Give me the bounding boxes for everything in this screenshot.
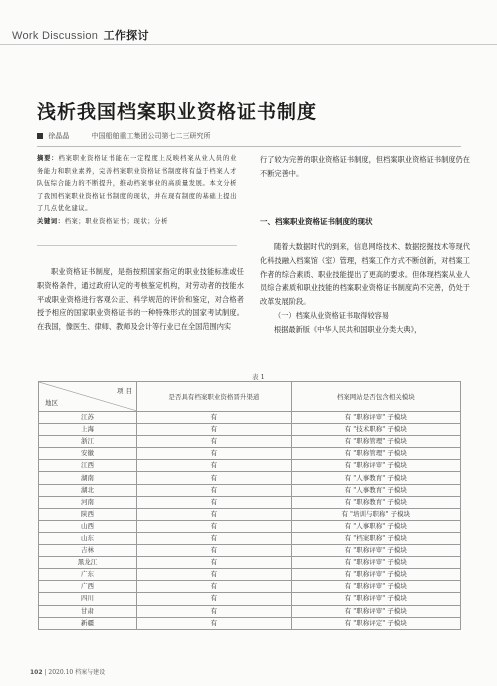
region-cell: 陕西: [39, 508, 137, 520]
region-cell: 广东: [39, 569, 137, 581]
channel-cell: 有: [137, 557, 292, 569]
channel-cell: 有: [137, 412, 292, 424]
module-cell: 有 "职称评审" 子模块: [291, 581, 460, 593]
table-row: [39, 569, 461, 581]
region-cell: 广西: [39, 581, 137, 593]
module-cell: 有 "职称评审" 子模块: [291, 569, 460, 581]
table-row: [39, 532, 461, 544]
byline: [37, 131, 210, 141]
table-row: [39, 460, 461, 472]
channel-cell: 有: [137, 581, 292, 593]
channel-cell: 有: [137, 593, 292, 605]
abstract-label: 摘要：: [37, 155, 59, 162]
module-cell: 有 "人事职称" 子模块: [291, 520, 460, 532]
table-row: [39, 581, 461, 593]
module-cell: 有 "职称管理" 子模块: [291, 436, 460, 448]
section-title-en: Work Discussion: [12, 30, 99, 42]
module-cell: 有 "职称评审" 子模块: [291, 460, 460, 472]
abstract-text: 档案职业资格证书能在一定程度上反映档案从业人员的业务能力和职业素养，完善档案职业资格证书制度将有益于档案人才队伍综合能力的不断提升，推动档案事业的高质量发展。本文分析了我国档案职业资格证书制度的现状，并在现有制度的基础上提出了几点优化建议。: [37, 155, 238, 213]
region-cell: 吉林: [39, 545, 137, 557]
table-header-row: [39, 382, 461, 412]
channel-cell: 有: [137, 472, 292, 484]
table-row: [39, 484, 461, 496]
journal-name: 档案与建设: [75, 669, 106, 676]
abstract-divider: [37, 245, 237, 246]
region-cell: 黑龙江: [39, 557, 137, 569]
abstract-block: [37, 153, 237, 229]
channel-cell: 有: [137, 424, 292, 436]
author-name: 徐晶晶: [48, 132, 70, 140]
table-row: [39, 496, 461, 508]
table-row: [39, 557, 461, 569]
region-cell: 浙江: [39, 436, 137, 448]
module-cell: 有 "人事教育" 子模块: [291, 484, 460, 496]
diagonal-header-cell: [39, 382, 137, 412]
region-cell: 湖北: [39, 484, 137, 496]
region-cell: 江苏: [39, 412, 137, 424]
table-row: [39, 436, 461, 448]
channel-cell: 有: [137, 520, 292, 532]
channel-cell: 有: [137, 532, 292, 544]
module-cell: 有 "职称评审" 子模块: [291, 412, 460, 424]
module-cell: 有 "职称管理" 子模块: [291, 448, 460, 460]
table-row: [39, 520, 461, 532]
header-divider: [0, 44, 497, 45]
module-cell: 有 "职称评定" 子模块: [291, 617, 460, 629]
header-item-label: 项 目: [117, 387, 133, 395]
channel-cell: 有: [137, 448, 292, 460]
page-number: 102: [30, 669, 43, 676]
channel-cell: 有: [137, 617, 292, 629]
title-divider: [37, 146, 461, 147]
continued-paragraph: 行了较为完善的职业资格证书制度，但档案职业资格证书制度仍在不断完善中。: [260, 155, 470, 178]
channel-cell: 有: [137, 569, 292, 581]
article-title: 浅析我国档案职业资格证书制度: [37, 101, 318, 123]
subsection-heading: （一）档案从业资格证书取得较容易: [274, 310, 390, 320]
region-cell: 山东: [39, 532, 137, 544]
module-cell: 有 "职称评审" 子模块: [291, 545, 460, 557]
body-paragraph: 随着大数据时代的到来，信息网络技术、数据挖掘技术等现代化科技融入档案馆（室）管理，档案工作方式不断创新，对档案工作者的综合素质、职业技能提出了更高的要求。但体现档案从业人员综合素质和职业技能的档案职业资格证书制度尚不完善，仍处于改革发展阶段。: [260, 242, 470, 307]
issue-date: 2020.10: [48, 669, 74, 676]
section-heading: 一、档案职业资格证书制度的现状: [260, 217, 373, 226]
column-header-channel: 是否具有档案职业资格晋升渠道: [137, 382, 292, 412]
table-row: [39, 593, 461, 605]
region-cell: 河南: [39, 496, 137, 508]
module-cell: 有 "职称评审" 子模块: [291, 605, 460, 617]
channel-cell: 有: [137, 484, 292, 496]
table-row: [39, 617, 461, 629]
right-column-body: [260, 240, 470, 337]
module-cell: 有 "档案职称" 子模块: [291, 532, 460, 544]
region-cell: 安徽: [39, 448, 137, 460]
keywords-label: 关键词：: [37, 217, 65, 225]
module-cell: 有 "技术职称" 子模块: [291, 424, 460, 436]
module-cell: 有 "职称评审" 子模块: [291, 593, 460, 605]
channel-cell: 有: [137, 496, 292, 508]
page-footer: 102 | 2020.10 档案与建设: [30, 669, 106, 676]
table-row: [39, 472, 461, 484]
module-cell: 有 "职称评审" 子模块: [291, 557, 460, 569]
square-bullet-icon: [37, 133, 43, 139]
table-row: [39, 508, 461, 520]
region-cell: 甘肃: [39, 605, 137, 617]
table-row: [39, 605, 461, 617]
intro-paragraph: 职业资格证书制度，是指按照国家指定的职业技能标准或任职资格条件，通过政府认定的考核鉴定机构，对劳动者的技能水平或职业资格进行客观公正、科学规范的评价和鉴定，对合格者授予相应的国家职业资格证书的一种特殊形式的国家考试制度。在我国，像医生、律师、教师及会计等行业已在全国范围内实: [37, 267, 244, 332]
channel-cell: 有: [137, 436, 292, 448]
region-cell: 四川: [39, 593, 137, 605]
header-region-label: 地区: [45, 399, 58, 407]
module-cell: 有 "培训与职称" 子模块: [291, 508, 460, 520]
channel-cell: 有: [137, 508, 292, 520]
region-cell: 江西: [39, 460, 137, 472]
keywords-text: 档案；职业资格证书；现状；分析: [64, 217, 169, 225]
region-cell: 上海: [39, 424, 137, 436]
author-affiliation: 中国船舶重工集团公司第七二三研究所: [91, 132, 211, 140]
table-row: [39, 448, 461, 460]
table-caption: 表 1: [252, 373, 265, 381]
section-title-zh: 工作探讨: [103, 29, 149, 42]
table-row: [39, 412, 461, 424]
data-table: [38, 381, 461, 630]
table-body: [39, 412, 461, 630]
journal-section-header: [12, 27, 149, 43]
channel-cell: 有: [137, 605, 292, 617]
body-paragraph-2: 根据最新版《中华人民共和国职业分类大典》，: [274, 324, 422, 334]
region-cell: 新疆: [39, 617, 137, 629]
channel-cell: 有: [137, 460, 292, 472]
table-row: [39, 424, 461, 436]
channel-cell: 有: [137, 545, 292, 557]
region-cell: 湖南: [39, 472, 137, 484]
module-cell: 有 "职称教育" 子模块: [291, 496, 460, 508]
column-header-module: 档案网站是否包含相关模块: [291, 382, 460, 412]
module-cell: 有 "人事教育" 子模块: [291, 472, 460, 484]
table-row: [39, 545, 461, 557]
region-cell: 山西: [39, 520, 137, 532]
